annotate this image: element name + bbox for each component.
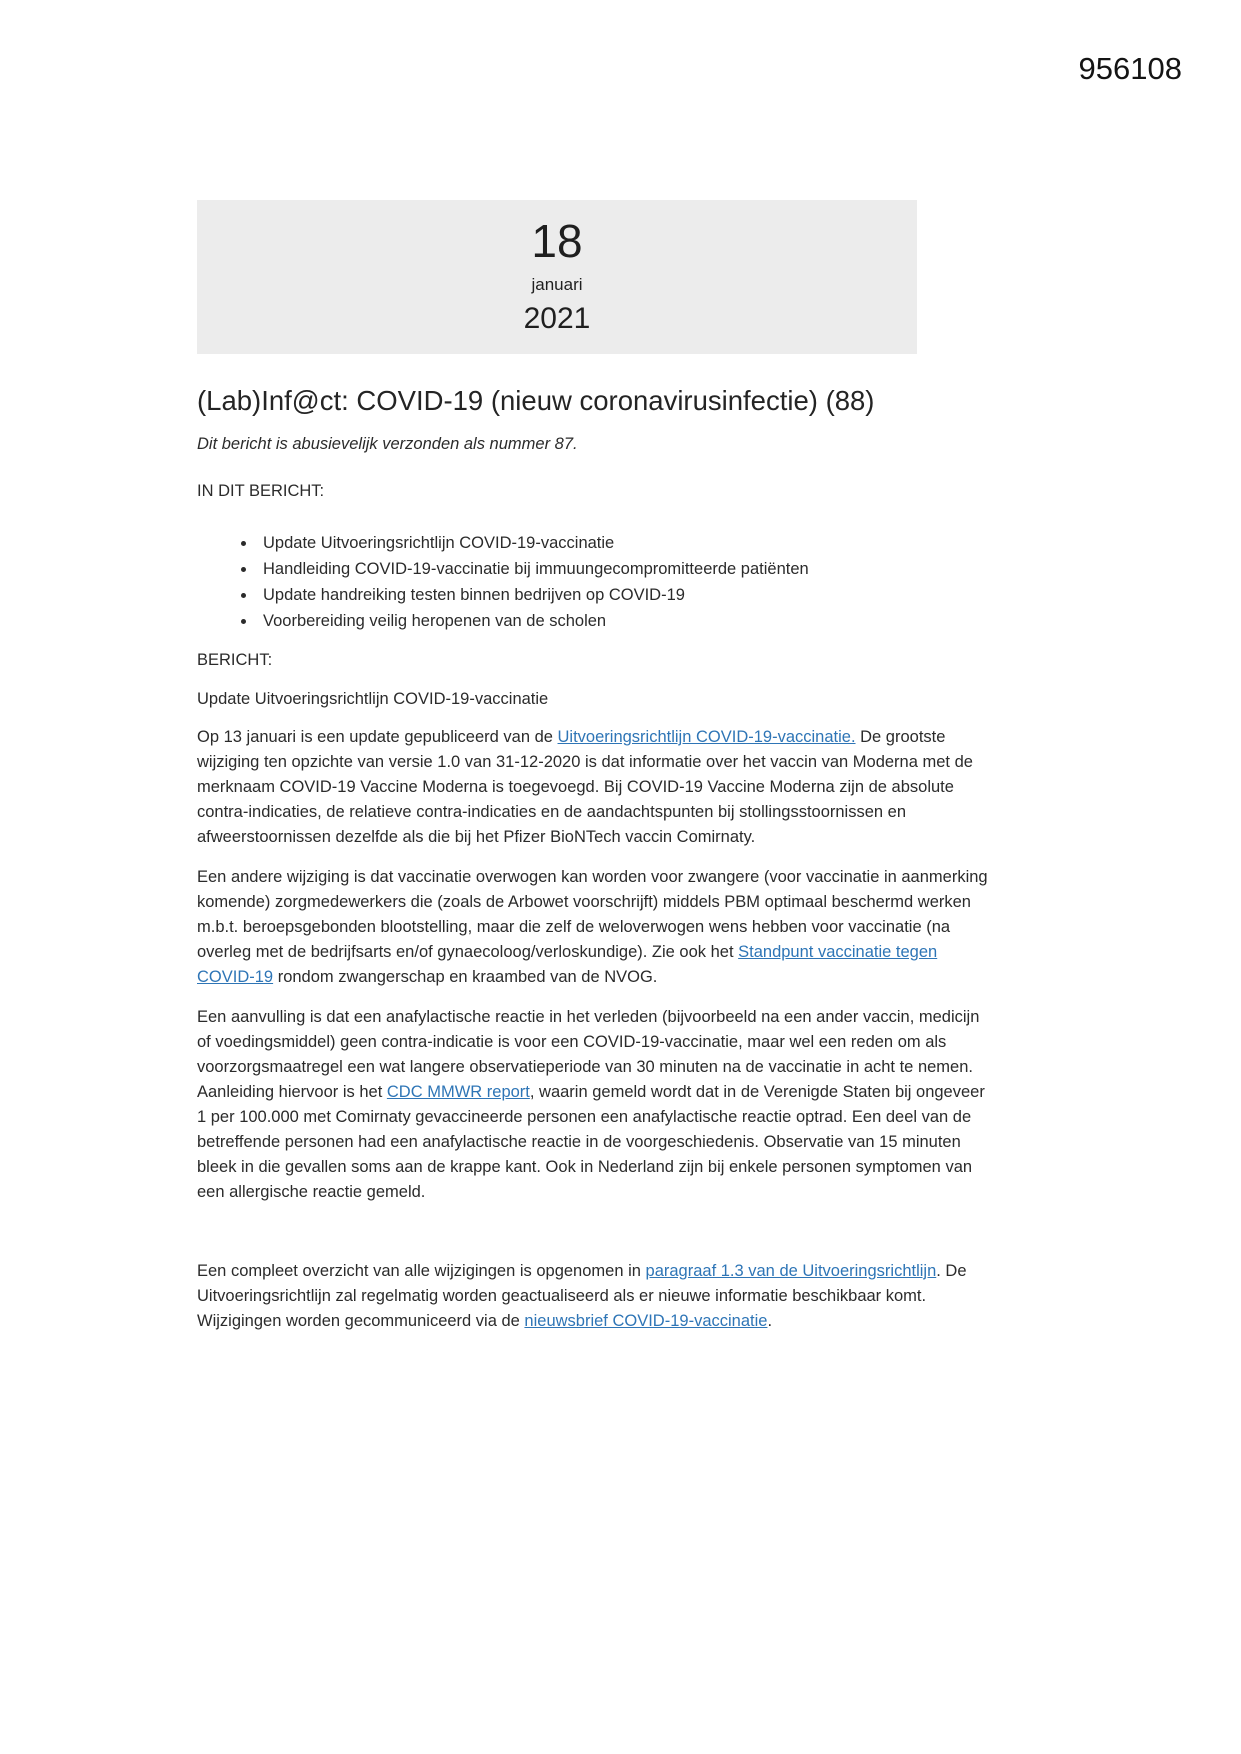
list-item: • Update handreiking testen binnen bedrijven op COVID-19 [257, 582, 997, 608]
document-number-stamp: 956108 [1078, 51, 1182, 86]
paragraph-anafylactische-reactie [197, 1005, 997, 1205]
paragraph-zwangere-zorgmedewerkers [197, 865, 997, 990]
newsletter-content [197, 200, 997, 1334]
paragraph-update-richtlijn [197, 725, 997, 850]
link-cdc-mmwr-report[interactable]: CDC MMWR report [386, 1083, 530, 1101]
subtitle-note: Dit bericht is abusievelijk verzonden als nummer 87. [197, 435, 578, 453]
topic-list [197, 530, 997, 634]
paragraph-text: . De Uitvoeringsrichtlijn zal regelmatig worden geactualiseerd als er nieuwe informatie beschikbaar komt. Wijzigingen worden gecommuniceerd via de [197, 1262, 967, 1330]
paragraph-overzicht-wijzigingen [197, 1259, 997, 1334]
link-nieuwsbrief-covid-19-vaccinatie[interactable]: nieuwsbrief COVID-19-vaccinatie [524, 1312, 768, 1330]
link-uitvoeringsrichtlijn-covid-19-vaccinatie[interactable]: Uitvoeringsrichtlijn COVID-19-vaccinatie. [557, 728, 856, 746]
link-standpunt-vaccinatie-tegen-covid-19[interactable]: Standpunt vaccinatie tegen COVID-19 [197, 943, 938, 986]
page-title: (Lab)Inf@ct: COVID-19 (nieuw coronavirusinfectie) (88) [197, 385, 875, 416]
paragraph-text: Een andere wijziging is dat vaccinatie overwogen kan worden voor zwangere (voor vaccinatie in aanmerking komende) zorgmedewerkers die (zoals de Arbowet voorschrijft) middels PBM optimaal beschermd werken m.b.t. beroepsgebonden blootstelling, maar die zelf de weloverwogen wens hebben voor vaccinatie (na overleg met de bedrijfsarts en/of gynaecoloog/verloskundige). Zie ook het [197, 868, 988, 961]
paragraph-text: , waarin gemeld wordt dat in de Verenigde Staten bij ongeveer 1 per 100.000 met Comirnaty gevaccineerde personen een anafylactische reactie optrad. Een deel van de betreffende personen had een anafylactische reactie in de voorgeschiedenis. Observatie van 15 minuten bleek in die gevallen soms aan de krappe kant. Ook in Nederland zijn bij enkele personen symptomen van een allergische reactie gemeld. [197, 1083, 985, 1201]
date-year: 2021 [523, 302, 591, 335]
section-heading: Update Uitvoeringsrichtlijn COVID-19-vaccinatie [197, 690, 549, 708]
paragraph-text: Op 13 januari is een update gepubliceerd van de [197, 728, 558, 746]
paragraph-text: . [767, 1312, 773, 1330]
paragraph-text: rondom zwangerschap en kraambed van de NVOG. [273, 968, 658, 986]
bericht-label: BERICHT: [197, 651, 273, 669]
date-day: 18 [531, 215, 583, 267]
paragraph-text: Een compleet overzicht van alle wijzigingen is opgenomen in [197, 1262, 646, 1280]
paragraph-text: De grootste wijziging ten opzichte van versie 1.0 van 31-12-2020 is dat informatie over het vaccin van Moderna met de merknaam COVID-19 Vaccine Moderna is toegevoegd. Bij COVID-19 Vaccine Moderna zijn de absolute contra-indicaties, de relatieve contra-indicaties en de aandachtspunten bij stollingsstoornissen en afweerstoornissen dezelfde als die bij het Pfizer BioNTech vaccin Comirnaty. [197, 728, 973, 846]
list-item: • Voorbereiding veilig heropenen van de scholen [257, 608, 997, 634]
list-item: • Update Uitvoeringsrichtlijn COVID-19-vaccinatie [257, 530, 997, 556]
date-box [197, 200, 917, 354]
date-month: januari [531, 275, 583, 294]
list-item: • Handleiding COVID-19-vaccinatie bij immuungecompromitteerde patiënten [257, 556, 997, 582]
link-paragraaf-1-3-uitvoeringsrichtlijn[interactable]: paragraaf 1.3 van de Uitvoeringsrichtlijn [645, 1262, 937, 1280]
paragraph-text: Een aanvulling is dat een anafylactische reactie in het verleden (bijvoorbeeld na een ander vaccin, medicijn of voedingsmiddel) geen contra-indicatie is voor een COVID-19-vaccinatie, maar wel een reden om als voorzorgsmaatregel een wat langere observatieperiode van 30 minuten na de vaccinatie in acht te nemen. Aanleiding hiervoor is het [197, 1008, 980, 1101]
in-dit-bericht-label: IN DIT BERICHT: [197, 482, 325, 500]
